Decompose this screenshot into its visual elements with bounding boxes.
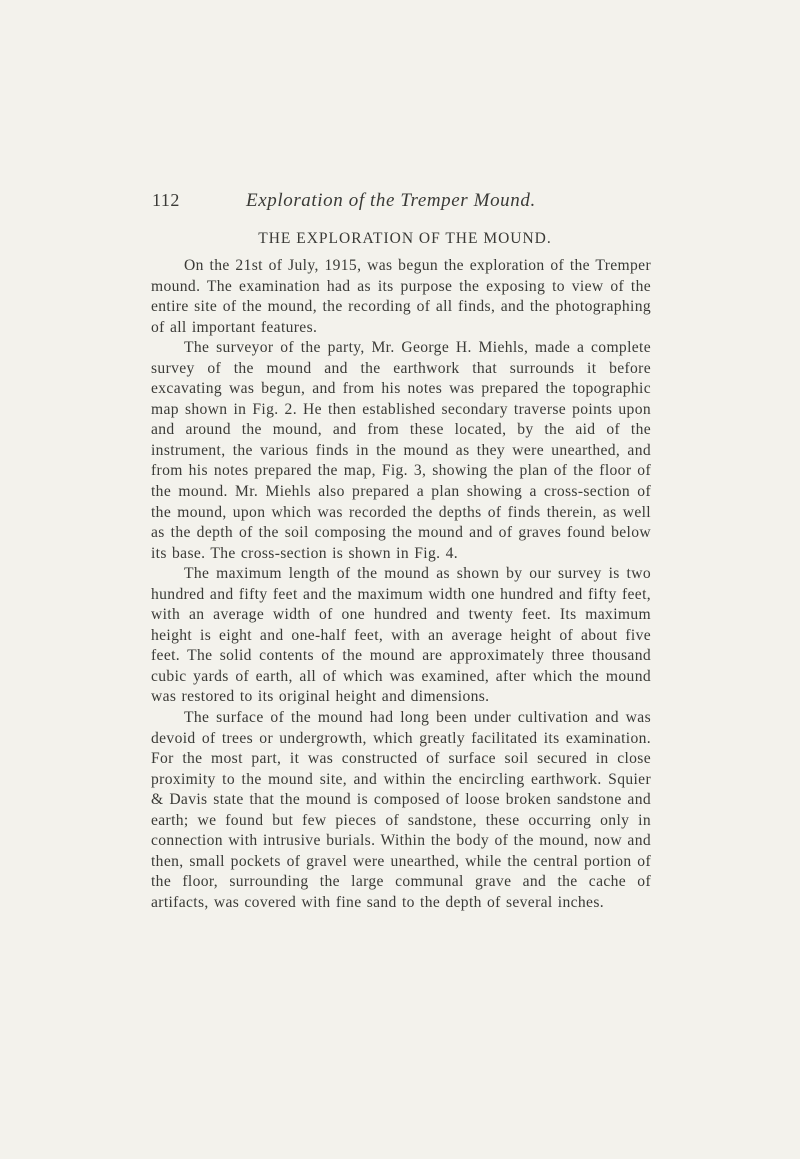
paragraph-4: The surface of the mound had long been under cultivation and was devoid of trees or undergrowth, which greatly facilitated its examination. For the most part, it was constructed of surface soil secured in close proximity to the mound site, and within the encircling earthwork. Squier & Davis state that the mound is composed of loose broken sandstone and earth; we found but few pieces of sandstone, these occurring only in connection with intrusive burials. Within the body of the mound, now and then, small pockets of gravel were unearthed, while the central portion of the floor, surrounding the large communal grave and the cache of artifacts, was covered with fine sand to the depth of several inches. [151,709,651,911]
section-heading: THE EXPLORATION OF THE MOUND. [258,230,552,247]
paragraph-3: The maximum length of the mound as shown by our survey is two hundred and fifty feet and the maximum width one hundred and fifty feet, with an average width of one hundred and twenty feet. Its maximum height is eight and one-half feet, with an average height of about five feet. The solid contents of the mound are approximately three thousand cubic yards of earth, all of which was examined, after which the mound was restored to its original height and dimensions. [151,565,651,706]
section-heading-container [0,230,800,248]
page-number: 112 [152,190,180,210]
paragraph-2: The surveyor of the party, Mr. George H. Miehls, made a complete survey of the mound and the earthwork that surrounds it before excavating was begun, and from his notes was prepared the topographic map shown in Fig. 2. He then established secondary traverse points upon and around the mound, and from these located, by the aid of the instrument, the various finds in the mound as they were unearthed, and from his notes prepared the map, Fig. 3, showing the plan of the floor of the mound. Mr. Miehls also prepared a plan showing a cross-section of the mound, upon which was recorded the depths of finds therein, as well as the depth of the soil composing the mound and of graves found below its base. The cross-section is shown in Fig. 4. [151,339,651,562]
running-head [152,190,662,216]
body-text [151,256,651,914]
running-title: Exploration of the Tremper Mound. [246,190,536,211]
paragraph-1: On the 21st of July, 1915, was begun the exploration of the Tremper mound. The examination had as its purpose the exposing to view of the entire site of the mound, the recording of all finds, and the photographing of all important features. [151,257,651,336]
